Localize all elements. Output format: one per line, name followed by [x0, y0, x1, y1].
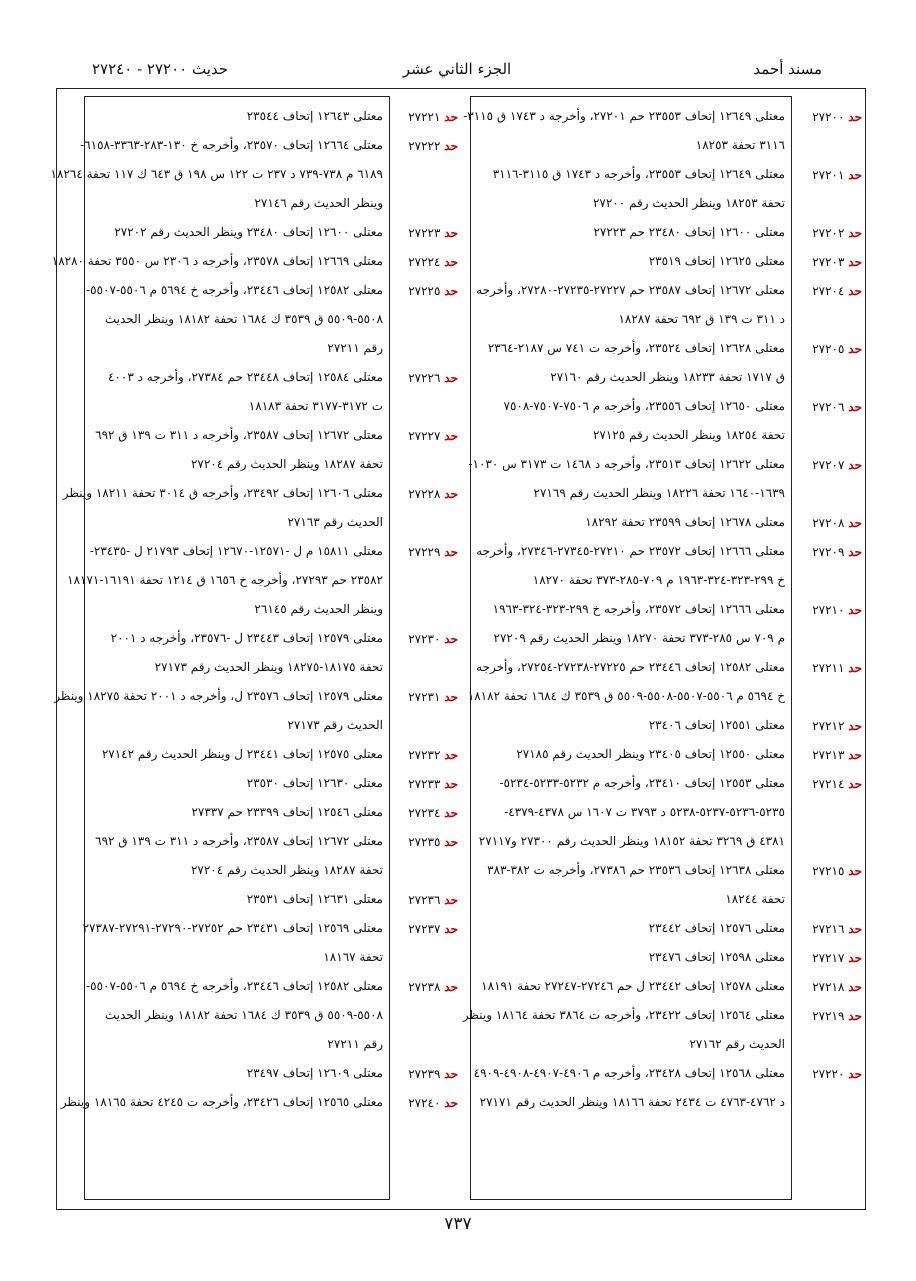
hadith-text-line: خ ٢٩٩-٣٢٣-٣٢٤-١٩٦٣ م ٧٠٩-٢٨٥-٣٧٣ تحفة ١٨٢٧٠: [532, 573, 785, 587]
hadith-text-line: ٥٥٠٨-٥٥٠٩ ق ٣٥٣٩ ك ١٦٨٤ تحفة ١٨١٨٢ وينظر الحديث: [104, 1008, 383, 1022]
hadith-text-line: معتلى ١٢٦٢٢ إتحاف ٢٣٥١٣، وأخرجه د ١٤٦٨ ت ٣١٧٣ س ١٠٣٠-: [468, 457, 785, 471]
hadith-prefix: حد: [444, 545, 458, 559]
hadith-prefix: حد: [444, 139, 458, 153]
hadith-number: ٢٧٢٣٩: [408, 1067, 441, 1081]
hadith-number: ٢٧٢٣١: [408, 690, 441, 704]
hadith-number-label: [812, 284, 862, 298]
hadith-text-line: معتلى ١٢٥٦٤ إتحاف ٢٣٤٢٢، وأخرجه ت ٣٨٦٤ تحفة ١٨١٦٤ وينظر: [462, 1008, 785, 1022]
hadith-text-line: تحفة ١٨١٧٥-١٨٢٧٥ وينظر الحديث رقم ٢٧١٧٣: [154, 660, 383, 674]
hadith-number-label: [408, 632, 458, 646]
hadith-number: ٢٧٢٣٠: [408, 632, 441, 646]
hadith-text-line: معتلى ١٢٦٣٠ إتحاف ٢٣٥٣٠: [246, 776, 383, 790]
hadith-text-line: معتلى ١٢٦٧٢ إتحاف ٢٣٥٨٧، وأخرجه د ٣١١ ت ١٣٩ ق ٦٩٢: [95, 834, 383, 848]
hadith-prefix: حد: [848, 342, 862, 356]
hadith-number-label: [408, 545, 458, 559]
hadith-number-label: [408, 255, 458, 269]
hadith-number: ٢٧٢٢٨: [408, 487, 441, 501]
hadith-prefix: حد: [444, 690, 458, 704]
hadith-number: ٢٧٢٠٠: [812, 110, 845, 124]
hadith-prefix: حد: [444, 284, 458, 298]
hadith-number: ٢٧٢٠٨: [812, 516, 845, 530]
hadith-number: ٢٧٢٠٢: [812, 226, 845, 240]
hadith-text-line: معتلى ١٢٦٦٤ إتحاف ٢٣٥٧٠، وأخرجه خ ١٣٠-٢٨٣-٣٣٦٣-٦١٥٨-: [80, 138, 383, 152]
hadith-number-label: [408, 139, 458, 153]
hadith-text-line: ٢٣٥٨٢ حم ٢٧٢٩٣، وأخرجه خ ١٦٥٦ ق ١٢١٤ تحفة ١٦١٩١-١٨١٧١: [67, 573, 383, 587]
hadith-number: ٢٧٢٣٥: [408, 835, 441, 849]
hadith-number-label: [408, 1096, 458, 1110]
hadith-text-line: خ ٥٦٩٤ م ٥٥٠٦-٥٥٠٧-٥٥٠٨-٥٥٠٩ ق ٣٥٣٩ ك ١٦٨٤ تحفة ١٨١٨٢: [467, 689, 785, 703]
page-number: ٧٣٧: [444, 1214, 472, 1234]
hadith-number-label: [812, 342, 862, 356]
hadith-text-line: ٦١٨٩ م ٧٣٨-٧٣٩ د ٢٣٧ ت ١٢٢ س ١٩٨ ق ٦٤٣ ك ١١٧ تحفة ١٨٢٦٤: [50, 167, 383, 181]
hadith-text-line: تحفة ١٨٢٨٧ وينظر الحديث رقم ٢٧٢٠٤: [190, 863, 383, 877]
hadith-prefix: حد: [848, 1067, 862, 1081]
hadith-number-label: [812, 255, 862, 269]
hadith-prefix: حد: [848, 777, 862, 791]
hadith-number: ٢٧٢١٦: [812, 922, 845, 936]
hadith-prefix: حد: [848, 1009, 862, 1023]
hadith-prefix: حد: [848, 255, 862, 269]
hadith-number-label: [812, 719, 862, 733]
hadith-number: ٢٧٢١٨: [812, 980, 845, 994]
hadith-prefix: حد: [848, 748, 862, 762]
hadith-prefix: حد: [848, 922, 862, 936]
hadith-prefix: حد: [444, 893, 458, 907]
hadith-prefix: حد: [444, 922, 458, 936]
hadith-number: ٢٧٢٠٣: [812, 255, 845, 269]
hadith-number: ٢٧٢٢٦: [408, 371, 441, 385]
hadith-text-line: تحفة ١٨٢٥٤ وينظر الحديث رقم ٢٧١٢٥: [592, 428, 785, 442]
hadith-text-line: تحفة ١٨٢٤٤: [725, 892, 785, 906]
hadith-number-label: [408, 777, 458, 791]
hadith-number-label: [812, 777, 862, 791]
hadith-number-label: [812, 458, 862, 472]
hadith-text-line: معتلى ١٢٦٦٦ إتحاف ٢٣٥٧٢ حم ٢٧٢١٠-٢٧٣٤٥-٢٧٣٤٦، وأخرجه: [476, 544, 785, 558]
hadith-number: ٢٧٢٣٤: [408, 806, 441, 820]
hadith-text-line: معتلى ١٢٦٣٨ إتحاف ٢٣٥٣٦ حم ٢٧٣٨٦، وأخرجه ت ٣٨٢-٣٨٣: [487, 863, 785, 877]
hadith-text-line: معتلى ١٢٦٠٠ إتحاف ٢٣٤٨٠ وينظر الحديث رقم ٢٧٢٠٢: [114, 225, 383, 239]
hadith-number: ٢٧٢٣٢: [408, 748, 441, 762]
hadith-number: ٢٧٢٢٩: [408, 545, 441, 559]
hadith-prefix: حد: [444, 806, 458, 820]
hadith-number: ٢٧٢٢٢: [408, 139, 441, 153]
hadith-number-label: [812, 603, 862, 617]
hadith-number-label: [812, 661, 862, 675]
hadith-prefix: حد: [444, 255, 458, 269]
hadith-number: ٢٧٢١٥: [812, 864, 845, 878]
hadith-prefix: حد: [848, 168, 862, 182]
hadith-prefix: حد: [848, 110, 862, 124]
hadith-text-line: تحفة ١٨٢٨٧ وينظر الحديث رقم ٢٧٢٠٤: [190, 457, 383, 471]
hadith-prefix: حد: [848, 980, 862, 994]
hadith-number: ٢٧٢١٢: [812, 719, 845, 733]
hadith-prefix: حد: [444, 835, 458, 849]
hadith-text-line: معتلى ١٢٥٦٥ إتحاف ٢٣٤٢٦، وأخرجه ت ٤٢٤٥ تحفة ١٨١٦٥ وينظر: [60, 1095, 383, 1109]
hadith-number: ٢٧٢١١: [812, 661, 845, 675]
hadith-prefix: حد: [444, 371, 458, 385]
hadith-text-line: معتلى ١٥٨١١ م ل -١٢٥٧١-١٢٦٧٠ إتحاف ٢١٧٩٣ ل -٢٣٤٣٥-: [89, 544, 383, 558]
right-number-column: [796, 96, 868, 1200]
hadith-number-label: [812, 951, 862, 965]
hadith-text-line: الحديث رقم ٢٧١٦٣: [287, 515, 383, 529]
hadith-text-line: معتلى ١٢٥٥٣ إتحاف ٢٣٤١٠، وأخرجه م ٥٢٣٢-٥٢٣٣-٥٢٣٤-: [499, 776, 785, 790]
hadith-text-line: معتلى ١٢٥٨٢ إتحاف ٢٣٤٤٦ حم ٢٧٢٢٥-٢٧٢٣٨-٢٧٢٥٤، وأخرجه: [476, 660, 785, 674]
hadith-number: ٢٧٢٠٩: [812, 545, 845, 559]
hadith-text-line: معتلى ١٢٦٤٩ إتحاف ٢٣٥٥٣ حم ٢٧٢٠١، وأخرجه د ١٧٤٣ ق ٣١١٥-: [463, 109, 785, 123]
hadith-number: ٢٧٢٣٧: [408, 922, 441, 936]
hadith-text-line: وينظر الحديث رقم ٢٦١٤٥: [254, 602, 383, 616]
hadith-number: ٢٧٢٢١: [408, 110, 441, 124]
hadith-text-line: ت ٣١٧٢-٣١٧٧ تحفة ١٨١٨٣: [248, 399, 383, 413]
hadith-number: ٢٧٢٣٣: [408, 777, 441, 791]
hadith-prefix: حد: [848, 226, 862, 240]
hadith-text-line: معتلى ١٢٥٩٨ إتحاف ٢٣٤٧٦: [648, 950, 785, 964]
hadith-text-line: معتلى ١٢٥٦٩ إتحاف ٢٣٤٣١ حم ٢٧٢٥٢-٢٧٢٩٠-٢٧٢٩١-٢٧٣٨٧: [82, 921, 383, 935]
page-header: [92, 60, 822, 86]
hadith-text-line: معتلى ١٢٦٧٨ إتحاف ٢٣٥٩٩ تحفة ١٨٢٩٢: [585, 515, 785, 529]
hadith-text-line: معتلى ١٢٥٧٩ إتحاف ٢٣٥٧٦ ل، وأخرجه د ٢٠٠١ تحفة ١٨٢٧٥ وينظر: [54, 689, 383, 703]
hadith-text-line: معتلى ١٢٦٠٩ إتحاف ٢٣٤٩٧: [246, 1066, 383, 1080]
hadith-number: ٢٧٢٣٦: [408, 893, 441, 907]
hadith-prefix: حد: [848, 284, 862, 298]
hadith-number-label: [812, 516, 862, 530]
left-number-column: [392, 96, 464, 1200]
hadith-text-line: تحفة ١٨١٦٧: [323, 950, 383, 964]
hadith-range: حديث ٢٧٢٠٠ - ٢٧٢٤٠: [92, 60, 229, 78]
hadith-number-label: [812, 168, 862, 182]
hadith-prefix: حد: [848, 516, 862, 530]
hadith-text-line: معتلى ١٢٦٠٠ إتحاف ٢٣٤٨٠ حم ٢٧٢٢٣: [593, 225, 785, 239]
hadith-text-line: معتلى ١٢٦٧٢ إتحاف ٢٣٥٨٧، وأخرجه د ٣١١ ت ١٣٩ ق ٦٩٢: [95, 428, 383, 442]
hadith-number-label: [408, 284, 458, 298]
hadith-text-line: د ٤٧٦٢-٤٧٦٣ ت ٢٤٣٤ تحفة ١٨١٦٦ وينظر الحديث رقم ٢٧١٧١: [479, 1095, 785, 1109]
hadith-text-line: معتلى ١٢٥٨٢ إتحاف ٢٣٤٤٦، وأخرجه خ ٥٦٩٤ م ٥٥٠٦-٥٥٠٧-: [86, 979, 383, 993]
hadith-number-label: [408, 1067, 458, 1081]
hadith-text-line: معتلى ١٢٦٢٨ إتحاف ٢٣٥٢٤، وأخرجه ت ٧٤١ س ٢١٨٧-٢٣٦٤: [487, 341, 785, 355]
hadith-prefix: حد: [848, 545, 862, 559]
hadith-text-line: معتلى ١٢٦٤٣ إتحاف ٢٣٥٤٤: [246, 109, 383, 123]
hadith-number-label: [408, 110, 458, 124]
hadith-number: ٢٧٢١٩: [812, 1009, 845, 1023]
hadith-number: ٢٧٢٠٥: [812, 342, 845, 356]
hadith-number-label: [812, 864, 862, 878]
hadith-number: ٢٧٢١٧: [812, 951, 845, 965]
hadith-number: ٢٧٢٠٦: [812, 400, 845, 414]
hadith-prefix: حد: [444, 110, 458, 124]
hadith-text-line: تحفة ١٨٢٥٣ وينظر الحديث رقم ٢٧٢٠٠: [592, 196, 785, 210]
hadith-number-label: [408, 429, 458, 443]
hadith-prefix: حد: [444, 1096, 458, 1110]
hadith-number-label: [812, 226, 862, 240]
hadith-text-line: ٣١١٦ تحفة ١٨٢٥٣: [695, 138, 785, 152]
hadith-number: ٢٧٢٤٠: [408, 1096, 441, 1110]
hadith-number: ٢٧٢٠٤: [812, 284, 845, 298]
hadith-number-label: [408, 487, 458, 501]
hadith-text-line: معتلى ١٢٦٢٥ إتحاف ٢٣٥١٩: [648, 254, 785, 268]
hadith-prefix: حد: [444, 429, 458, 443]
hadith-number: ٢٧٢٠١: [812, 168, 845, 182]
hadith-text-line: معتلى ١٢٥٥٠ إتحاف ٢٣٤٠٥ وينظر الحديث رقم ٢٧١٨٥: [516, 747, 785, 761]
hadith-text-line: معتلى ١٢٦٦٦ إتحاف ٢٣٥٧٢، وأخرجه خ ٢٩٩-٣٢٣-٣٢٤-١٩٦٣: [492, 602, 785, 616]
hadith-prefix: حد: [848, 400, 862, 414]
left-text-column: [50, 96, 390, 1200]
hadith-number-label: [408, 835, 458, 849]
hadith-text-line: معتلى ١٢٥٦٨ إتحاف ٢٣٤٢٨، وأخرجه م ٤٩٠٦-٤٩٠٧-٤٩٠٨-٤٩٠٩: [473, 1066, 785, 1080]
hadith-text-line: ٥٥٠٨-٥٥٠٩ ق ٣٥٣٩ ك ١٦٨٤ تحفة ١٨١٨٢ وينظر الحديث: [104, 312, 383, 326]
hadith-text-line: رقم ٢٧٢١١: [327, 341, 383, 355]
hadith-prefix: حد: [848, 951, 862, 965]
hadith-number: ٢٧٢٢٧: [408, 429, 441, 443]
hadith-text-line: الحديث رقم ٢٧١٧٣: [287, 718, 383, 732]
hadith-number: ٢٧٢٣٨: [408, 980, 441, 994]
hadith-prefix: حد: [444, 980, 458, 994]
hadith-text-line: معتلى ١٢٥٧٨ إتحاف ٢٣٤٤٢ ل حم ٢٧٢٤٦-٢٧٢٤٧ تحفة ١٨١٩١: [481, 979, 785, 993]
hadith-text-line: معتلى ١٢٥٧٥ إتحاف ٢٣٤٤١ ل وينظر الحديث رقم ٢٧١٤٢: [101, 747, 383, 761]
hadith-number-label: [408, 690, 458, 704]
hadith-number-label: [408, 748, 458, 762]
hadith-text-line: ٥٢٣٥-٥٢٣٦-٥٢٣٧-٥٢٣٨ د ٣٧٩٣ ت ١٦٠٧ س ٤٣٧٨-٤٣٧٩-: [504, 805, 785, 819]
hadith-prefix: حد: [444, 748, 458, 762]
hadith-number: ٢٧٢٢٤: [408, 255, 441, 269]
hadith-number-label: [812, 980, 862, 994]
hadith-text-line: معتلى ١٢٥٧٩ إتحاف ٢٣٤٤٣ ل -٢٣٥٧٦، وأخرجه د ٢٠٠١: [110, 631, 383, 645]
hadith-text-line: معتلى ١٢٦٧٢ إتحاف ٢٣٥٨٧ حم ٢٧٢٢٧-٢٧٢٣٥-٢٧٢٨٠، وأخرجه: [476, 283, 785, 297]
book-title: مسند أحمد: [753, 60, 822, 78]
hadith-prefix: حد: [444, 226, 458, 240]
hadith-number-label: [408, 226, 458, 240]
hadith-text-line: ق ١٧١٧ تحفة ١٨٢٣٣ وينظر الحديث رقم ٢٧١٦٠: [550, 370, 785, 384]
hadith-text-line: وينظر الحديث رقم ٢٧١٤٦: [254, 196, 383, 210]
hadith-text-line: د ٣١١ ت ١٣٩ ق ٦٩٢ تحفة ١٨٢٨٧: [618, 312, 785, 326]
hadith-number-label: [812, 922, 862, 936]
hadith-prefix: حد: [848, 719, 862, 733]
hadith-text-line: معتلى ١٢٦٣١ إتحاف ٢٣٥٣١: [246, 892, 383, 906]
hadith-number: ٢٧٢١٤: [812, 777, 845, 791]
hadith-text-line: ٤٣٨١ ق ٣٢٦٩ تحفة ١٨١٥٢ وينظر الحديث رقم ٢٧٣٠٠ و٢٧١١٧: [478, 834, 785, 848]
hadith-number: ٢٧٢٢٥: [408, 284, 441, 298]
hadith-prefix: حد: [848, 458, 862, 472]
hadith-number-label: [812, 400, 862, 414]
hadith-text-line: معتلى ١٢٥٥١ إتحاف ٢٣٤٠٦: [648, 718, 785, 732]
hadith-number-label: [408, 806, 458, 820]
right-text-column: [462, 96, 792, 1200]
hadith-text-line: معتلى ١٢٥٤٦ إتحاف ٢٣٣٩٩ حم ٢٧٣٣٧: [191, 805, 383, 819]
hadith-number-label: [408, 371, 458, 385]
hadith-number-label: [812, 545, 862, 559]
volume-title: الجزء الثاني عشر: [402, 60, 512, 78]
hadith-text-line: معتلى ١٢٦٠٦ إتحاف ٢٣٤٩٢، وأخرجه ق ٣٠١٤ تحفة ١٨٢١١ وينظر: [62, 486, 383, 500]
hadith-number-label: [408, 922, 458, 936]
hadith-prefix: حد: [848, 864, 862, 878]
hadith-text-line: الحديث رقم ٢٧١٦٢: [689, 1037, 785, 1051]
hadith-number-label: [812, 110, 862, 124]
hadith-prefix: حد: [848, 603, 862, 617]
hadith-text-line: معتلى ١٢٥٨٢ إتحاف ٢٣٤٤٦، وأخرجه خ ٥٦٩٤ م ٥٥٠٦-٥٥٠٧-: [86, 283, 383, 297]
hadith-prefix: حد: [444, 1067, 458, 1081]
hadith-number: ٢٧٢١٠: [812, 603, 845, 617]
hadith-prefix: حد: [848, 661, 862, 675]
hadith-text-line: رقم ٢٧٢١١: [327, 1037, 383, 1051]
hadith-number: ٢٧٢٠٧: [812, 458, 845, 472]
hadith-text-line: معتلى ١٢٦٦٩ إتحاف ٢٣٥٧٨، وأخرجه د ٢٣٠٦ س ٣٥٥٠ تحفة ١٨٢٨٠: [51, 254, 383, 268]
hadith-prefix: حد: [444, 487, 458, 501]
hadith-text-line: م ٧٠٩ س ٢٨٥-٣٧٣ تحفة ١٨٢٧٠ وينظر الحديث رقم ٢٧٢٠٩: [493, 631, 785, 645]
hadith-number-label: [812, 1009, 862, 1023]
hadith-number-label: [812, 1067, 862, 1081]
hadith-number: ٢٧٢٢٠: [812, 1067, 845, 1081]
hadith-number-label: [812, 748, 862, 762]
hadith-prefix: حد: [444, 632, 458, 646]
hadith-number-label: [408, 980, 458, 994]
hadith-text-line: ١٦٣٩-١٦٤٠ تحفة ١٨٢٢٦ وينظر الحديث رقم ٢٧١٦٩: [533, 486, 785, 500]
hadith-text-line: معتلى ١٢٥٧٦ إتحاف ٢٣٤٤٢: [648, 921, 785, 935]
hadith-number-label: [408, 893, 458, 907]
hadith-text-line: معتلى ١٢٥٨٤ إتحاف ٢٣٤٤٨ حم ٢٧٣٨٤، وأخرجه د ٤٠٠٣: [107, 370, 383, 384]
hadith-prefix: حد: [444, 777, 458, 791]
hadith-number: ٢٧٢٢٣: [408, 226, 441, 240]
hadith-text-line: معتلى ١٢٦٥٠ إتحاف ٢٣٥٥٦، وأخرجه م ٧٥٠٦-٧٥٠٧-٧٥٠٨: [503, 399, 785, 413]
hadith-text-line: معتلى ١٢٦٤٩ إتحاف ٢٣٥٥٣، وأخرجه د ١٧٤٣ ق ٣١١٥-٣١١٦: [492, 167, 785, 181]
hadith-number: ٢٧٢١٣: [812, 748, 845, 762]
